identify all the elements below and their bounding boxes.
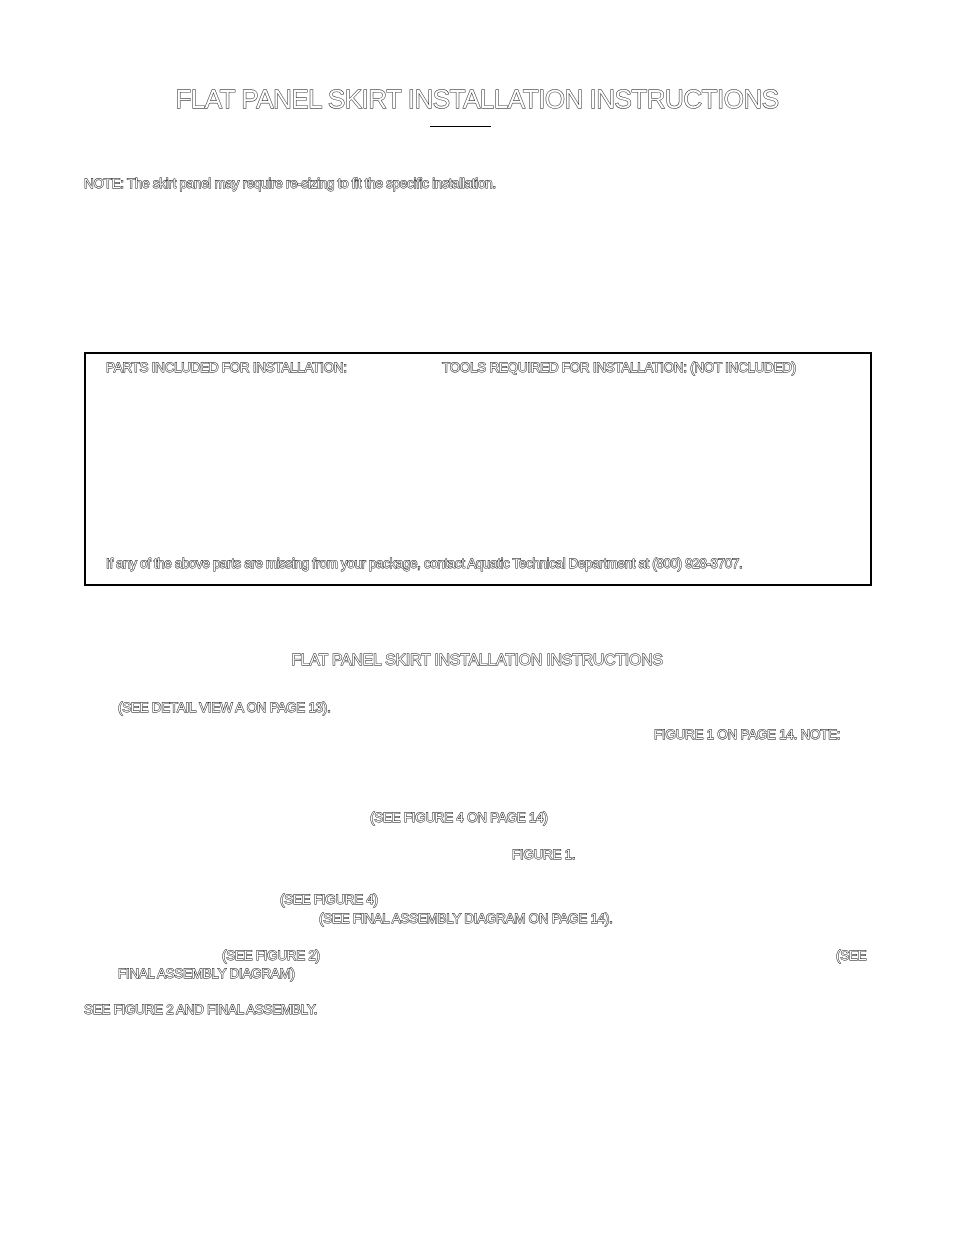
reference-figure-2-final-assembly: SEE FIGURE 2 AND FINAL ASSEMBLY. <box>84 1002 318 1017</box>
section-heading: FLAT PANEL SKIRT INSTALLATION INSTRUCTIONS <box>291 652 663 669</box>
note-text: NOTE: The skirt panel may require re-sizing to fit the specific installation. <box>84 176 496 191</box>
reference-figure-4-page-14: (SEE FIGURE 4 ON PAGE 14) <box>370 810 548 825</box>
reference-final-assembly-page-14: (SEE FINAL ASSEMBLY DIAGRAM ON PAGE 14). <box>319 911 613 926</box>
reference-figure-4: (SEE FIGURE 4) <box>280 892 378 907</box>
missing-parts-notice: If any of the above parts are missing from your package, contact Aquatic Technical Department at (800) 928-3707. <box>106 556 743 571</box>
reference-final-assembly-diagram: FINAL ASSEMBLY DIAGRAM) <box>118 966 295 981</box>
title-underline <box>430 126 491 127</box>
tools-required-heading: TOOLS REQUIRED FOR INSTALLATION: (NOT INCLUDED) <box>442 360 796 375</box>
reference-figure-1-note: FIGURE 1 ON PAGE 14. NOTE: <box>654 727 841 742</box>
reference-detail-view-a: (SEE DETAIL VIEW A ON PAGE 13). <box>118 700 331 715</box>
reference-see: (SEE <box>836 948 867 963</box>
reference-figure-2: (SEE FIGURE 2) <box>222 948 320 963</box>
reference-figure-1: FIGURE 1. <box>512 847 576 862</box>
parts-box <box>84 352 872 586</box>
parts-included-heading: PARTS INCLUDED FOR INSTALLATION: <box>106 360 347 375</box>
page-title: FLAT PANEL SKIRT INSTALLATION INSTRUCTIONS <box>175 84 779 114</box>
